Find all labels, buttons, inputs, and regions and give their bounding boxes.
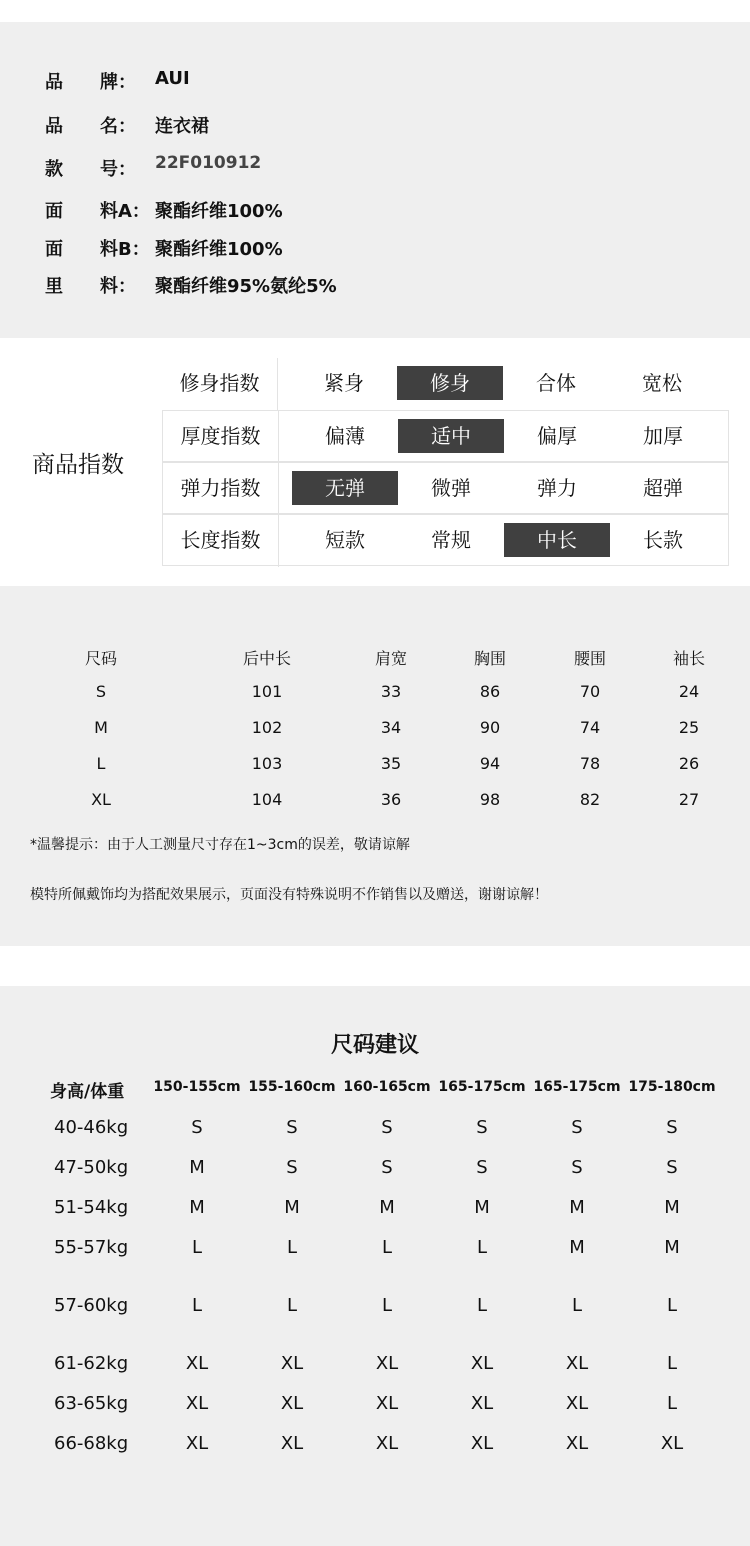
size-cell: 102 (251, 718, 283, 737)
recommend-size: S (381, 1117, 393, 1138)
index-table (162, 358, 729, 566)
recommend-size: L (666, 1353, 678, 1374)
info-value: 22F010912 (155, 153, 262, 173)
recommend-size: S (571, 1157, 583, 1178)
recommend-size: S (571, 1117, 583, 1138)
info-key-char: 品 (45, 116, 63, 137)
index-row (162, 462, 729, 514)
recommend-size: XL (565, 1393, 589, 1414)
model-note: 模特所佩戴饰均为搭配效果展示，页面没有特殊说明不作销售以及赠送，谢谢谅解！ (30, 887, 548, 903)
recommend-size: L (666, 1393, 678, 1414)
size-cell: 35 (380, 754, 402, 773)
height-header: 150-155cm (153, 1079, 241, 1095)
recommend-size: S (286, 1157, 298, 1178)
size-cell: 82 (579, 790, 601, 809)
index-option: 合体 (536, 371, 576, 395)
size-cell: S (95, 682, 107, 701)
recommend-size: M (664, 1197, 680, 1218)
recommend-size: XL (565, 1433, 589, 1454)
recommend-size: L (476, 1295, 488, 1316)
info-key-suffix: 料A： (100, 201, 150, 222)
index-option: 紧身 (324, 371, 364, 395)
index-label: 修身指数 (162, 358, 278, 410)
index-option-selected: 适中 (398, 419, 504, 453)
size-header: 尺码 (84, 649, 117, 668)
index-option: 超弹 (643, 476, 683, 500)
weight-label: 47-50kg (54, 1157, 129, 1178)
height-header: 175-180cm (628, 1079, 716, 1095)
product-info-section (0, 22, 750, 338)
height-header: 160-165cm (343, 1079, 431, 1095)
recommend-size: L (191, 1295, 203, 1316)
size-cell: 90 (479, 718, 501, 737)
recommend-size: XL (280, 1393, 304, 1414)
index-option: 微弹 (431, 476, 471, 500)
recommend-size: XL (280, 1353, 304, 1374)
info-key-char: 款 (45, 159, 63, 180)
weight-label: 61-62kg (54, 1353, 129, 1374)
info-key-suffix: 名： (100, 116, 136, 137)
recommend-size: M (474, 1197, 490, 1218)
index-option-selected: 中长 (504, 523, 610, 557)
index-label: 长度指数 (163, 515, 279, 567)
size-cell: 86 (479, 682, 501, 701)
weight-label: 66-68kg (54, 1433, 129, 1454)
info-value: 聚酯纤维100% (155, 239, 283, 260)
recommend-size: XL (280, 1433, 304, 1454)
size-table-section (0, 586, 750, 946)
info-value: AUI (155, 68, 190, 89)
recommend-size: L (286, 1237, 298, 1258)
height-header: 165-175cm (438, 1079, 526, 1095)
size-cell: L (96, 754, 106, 773)
size-recommendation-section (0, 986, 750, 1546)
product-index-section (0, 338, 750, 586)
recommend-corner: 身高/体重 (50, 1082, 125, 1102)
recommend-size: L (381, 1295, 393, 1316)
recommend-size: L (476, 1237, 488, 1258)
recommend-size: XL (185, 1393, 209, 1414)
weight-label: 51-54kg (54, 1197, 129, 1218)
recommend-size: XL (565, 1353, 589, 1374)
index-label: 弹力指数 (163, 463, 279, 515)
recommend-size: XL (375, 1353, 399, 1374)
recommend-size: M (189, 1157, 205, 1178)
info-key-suffix: 牌： (100, 72, 136, 93)
recommendation-title: 尺码建议 (330, 1033, 419, 1058)
recommend-size: M (189, 1197, 205, 1218)
info-value: 聚酯纤维100% (155, 201, 283, 222)
recommend-size: XL (660, 1433, 684, 1454)
size-header: 后中长 (242, 649, 291, 668)
recommend-size: L (191, 1237, 203, 1258)
size-cell: 25 (678, 718, 700, 737)
index-option-selected: 修身 (397, 366, 503, 400)
recommend-size: S (476, 1157, 488, 1178)
recommend-size: S (381, 1157, 393, 1178)
size-cell: 36 (380, 790, 402, 809)
recommend-size: L (666, 1295, 678, 1316)
size-cell: 103 (251, 754, 283, 773)
recommend-size: S (666, 1117, 678, 1138)
size-cell: 78 (579, 754, 601, 773)
recommend-size: S (476, 1117, 488, 1138)
recommend-size: L (571, 1295, 583, 1316)
recommend-size: S (666, 1157, 678, 1178)
size-cell: M (94, 718, 108, 737)
weight-label: 63-65kg (54, 1393, 129, 1414)
height-header: 155-160cm (248, 1079, 336, 1095)
index-option: 长款 (643, 528, 683, 552)
size-header: 肩宽 (374, 649, 407, 668)
size-header: 胸围 (473, 649, 506, 668)
index-option: 偏薄 (325, 424, 365, 448)
size-header: 腰围 (573, 649, 606, 668)
size-cell: 27 (678, 790, 700, 809)
size-header: 袖长 (672, 649, 705, 668)
recommend-size: XL (470, 1433, 494, 1454)
info-key-char: 面 (45, 239, 63, 260)
size-cell: 104 (251, 790, 283, 809)
recommend-size: L (381, 1237, 393, 1258)
index-option: 短款 (325, 528, 365, 552)
recommend-size: XL (375, 1433, 399, 1454)
index-option: 常规 (431, 528, 471, 552)
weight-label: 40-46kg (54, 1117, 129, 1138)
recommend-size: XL (375, 1393, 399, 1414)
recommend-size: L (286, 1295, 298, 1316)
recommend-size: XL (470, 1353, 494, 1374)
size-cell: 34 (380, 718, 402, 737)
weight-label: 57-60kg (54, 1295, 129, 1316)
index-title: 商品指数 (32, 452, 124, 478)
size-cell: 33 (380, 682, 402, 701)
size-note: *温馨提示：由于人工测量尺寸存在1~3cm的误差，敬请谅解 (30, 837, 410, 853)
recommend-size: XL (185, 1353, 209, 1374)
size-cell: 98 (479, 790, 501, 809)
info-key-suffix: 号： (100, 159, 136, 180)
size-cell: 24 (678, 682, 700, 701)
size-cell: 94 (479, 754, 501, 773)
height-header: 165-175cm (533, 1079, 621, 1095)
recommend-size: S (286, 1117, 298, 1138)
recommend-size: M (284, 1197, 300, 1218)
info-key-char: 面 (45, 201, 63, 222)
index-row (162, 410, 729, 462)
info-value: 聚酯纤维95%氨纶5% (155, 276, 337, 297)
size-cell: 26 (678, 754, 700, 773)
index-row (162, 514, 729, 566)
size-cell: 74 (579, 718, 601, 737)
recommend-size: M (569, 1237, 585, 1258)
recommend-size: M (664, 1237, 680, 1258)
info-key-char: 里 (45, 276, 63, 297)
size-cell: 101 (251, 682, 283, 701)
info-key-suffix: 料： (100, 276, 136, 297)
index-option-selected: 无弹 (292, 471, 398, 505)
info-key-char: 品 (45, 72, 63, 93)
index-option: 加厚 (643, 424, 683, 448)
recommend-size: XL (470, 1393, 494, 1414)
size-cell: 70 (579, 682, 601, 701)
index-option: 偏厚 (537, 424, 577, 448)
size-cell: XL (91, 790, 111, 809)
info-value: 连衣裙 (155, 116, 209, 137)
recommend-size: XL (185, 1433, 209, 1454)
index-option: 弹力 (537, 476, 577, 500)
index-row (162, 358, 729, 410)
recommend-size: S (191, 1117, 203, 1138)
index-option: 宽松 (642, 371, 682, 395)
recommend-size: M (569, 1197, 585, 1218)
info-key-suffix: 料B： (100, 239, 150, 260)
weight-label: 55-57kg (54, 1237, 129, 1258)
recommend-size: M (379, 1197, 395, 1218)
index-label: 厚度指数 (163, 411, 279, 463)
